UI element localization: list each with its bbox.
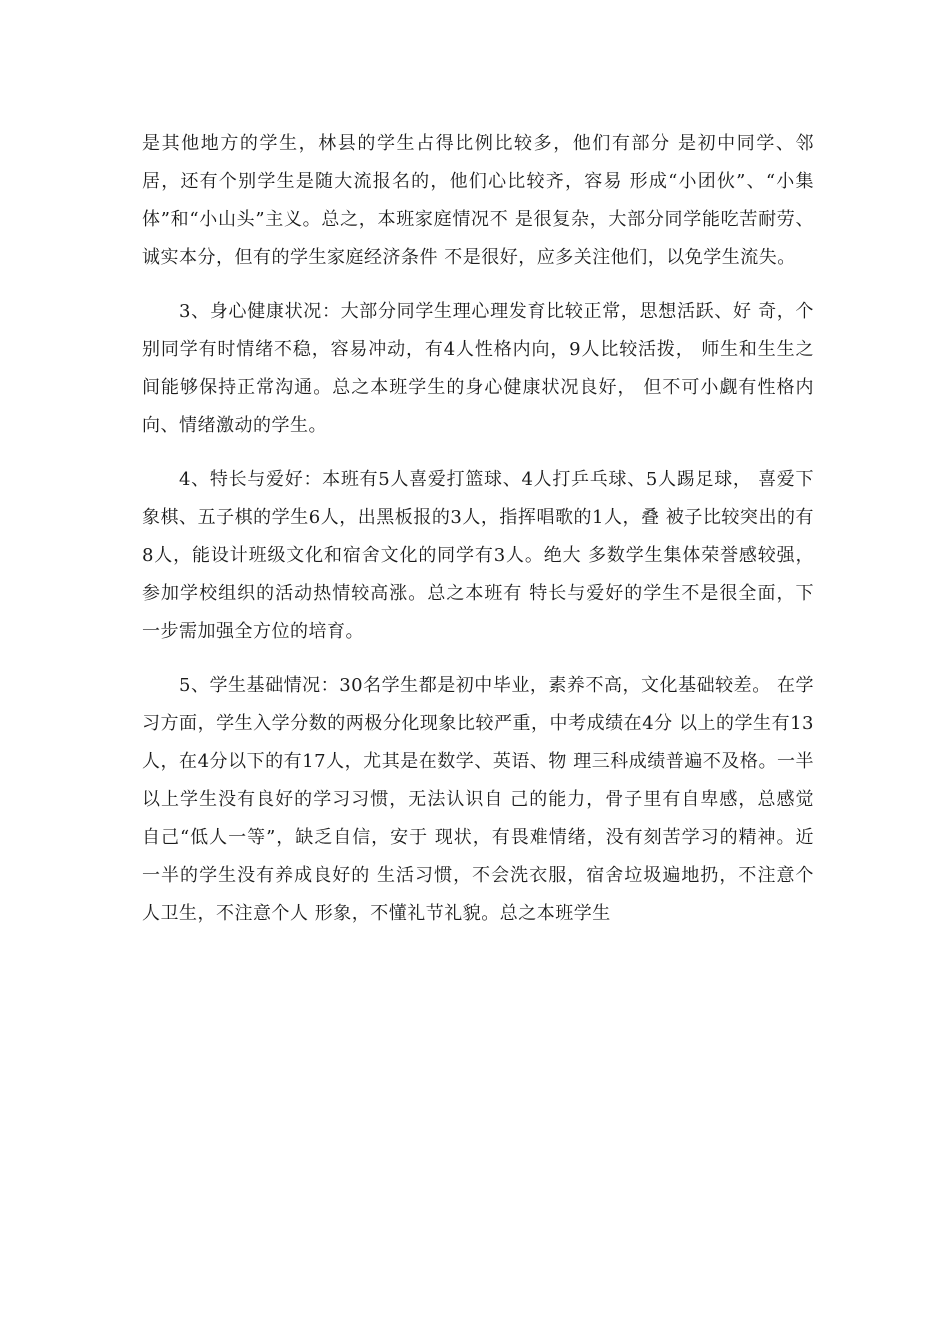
paragraph-student-basis: 5、学生基础情况：30名学生都是初中毕业，素养不高，文化基础较差。 在学习方面，学生入学分数的两极分化现象比较严重，中考成绩在4分 以上的学生有13人，在4分以下的有17人，尤其是在数学、英语、物 理三科成绩普遍不及格。一半以上学生没有良好的学习习惯，无法认识自 己的能力，骨子里有自卑感，总感觉自己“低人一等”，缺乏自信，安于 现状，有畏难情绪，没有刻苦学习的精神。近一半的学生没有养成良好的 生活习惯，不会洗衣服，宿舍垃圾遍地扔，不注意个人卫生，不注意个人 形象，不懂礼节礼貌。总之本班学生 bbox=[142, 675, 814, 924]
paragraph-physical-mental-health: 3、身心健康状况：大部分同学生理心理发育比较正常，思想活跃、好 奇，个别同学有时情绪不稳，容易冲动，有4人性格内向，9人比较活拨， 师生和生生之间能够保持正常沟通。总之本班学生的身心健康状况良好， 但不可小觑有性格内向、情绪激动的学生。 bbox=[142, 301, 814, 436]
paragraph-talents-hobbies: 4、特长与爱好：本班有5人喜爱打篮球、4人打乒乓球、5人踢足球， 喜爱下象棋、五子棋的学生6人，出黑板报的3人，指挥唱歌的1人，叠 被子比较突出的有8人，能设计班级文化和宿舍文化的同学有3人。绝大 多数学生集体荣誉感较强，参加学校组织的活动热情较高涨。总之本班有 特长与爱好的学生不是很全面，下一步需加强全方位的培育。 bbox=[142, 469, 814, 642]
paragraph-family-situation: 是其他地方的学生，林县的学生占得比例比较多，他们有部分 是初中同学、邻居，还有个别学生是随大流报名的，他们心比较齐，容易 形成“小团伙”、“小集体”和“小山头”主义。总之，本班家庭情况不 是很复杂，大部分同学能吃苦耐劳、诚实本分，但有的学生家庭经济条件 不是很好，应多关注他们，以免学生流失。 bbox=[142, 133, 814, 268]
document-body bbox=[142, 125, 814, 949]
